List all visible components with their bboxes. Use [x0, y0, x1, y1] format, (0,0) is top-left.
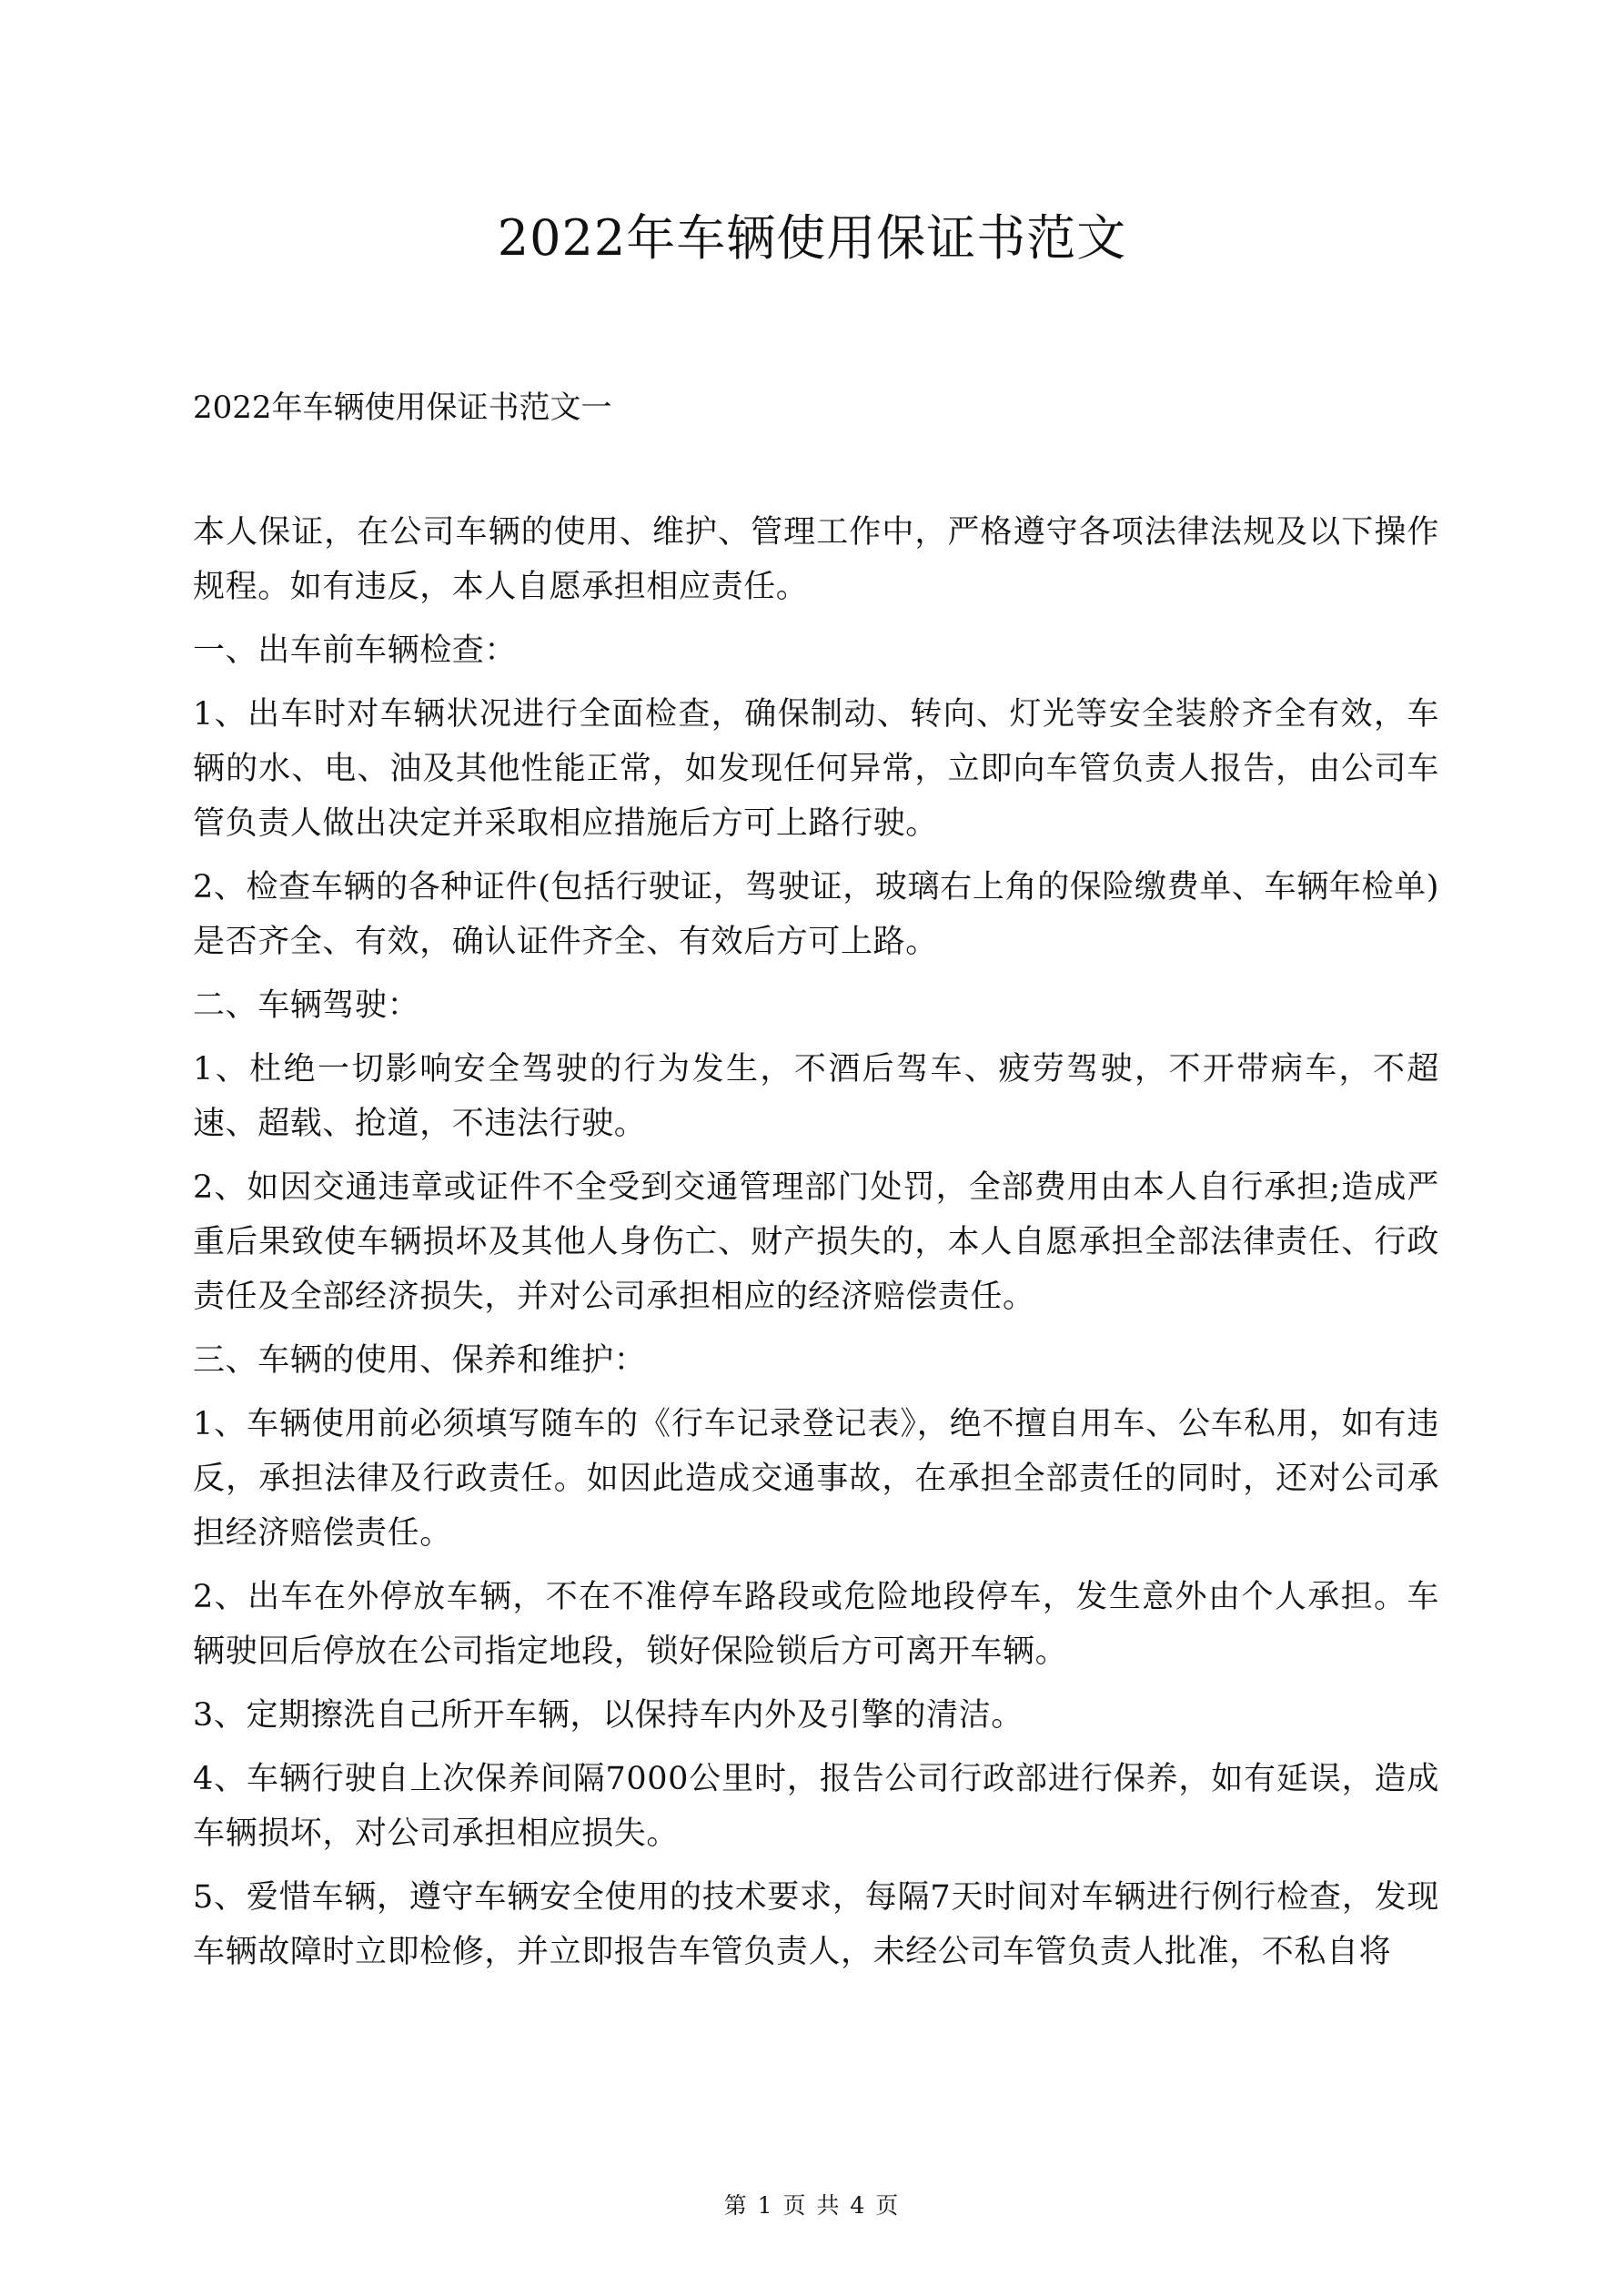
paragraph: 3、定期擦洗自己所开车辆，以保持车内外及引擎的清洁。	[193, 1697, 1024, 1734]
paragraph: 2、如因交通违章或证件不全受到交通管理部门处罚，全部费用由本人自行承担;造成严重后果致使车辆损坏及其他人身伤亡、财产损失的，本人自愿承担全部法律责任、行政责任及全部经济损失，并对公司承担相应的经济赔偿责任。	[193, 1169, 1439, 1315]
paragraph: 5、爱惜车辆，遵守车辆安全使用的技术要求，每隔7天时间对车辆进行例行检查，发现车辆故障时立即检修，并立即报告车管负责人，未经公司车管负责人批准，不私自将	[193, 1879, 1439, 1970]
section-heading: 三、车辆的使用、保养和维护：	[193, 1342, 647, 1379]
paragraph: 1、车辆使用前必须填写随车的《行车记录登记表》，绝不擅自用车、公车私用，如有违反，承担法律及行政责任。如因此造成交通事故，在承担全部责任的同时，还对公司承担经济赔偿责任。	[193, 1406, 1439, 1552]
paragraph: 本人保证，在公司车辆的使用、维护、管理工作中，严格遵守各项法律法规及以下操作规程。如有违反，本人自愿承担相应责任。	[193, 514, 1439, 605]
document-subtitle: 2022年车辆使用保证书范文一	[193, 389, 612, 426]
section-heading: 二、车辆驾驶：	[193, 987, 420, 1024]
paragraph: 1、杜绝一切影响安全驾驶的行为发生，不酒后驾车、疲劳驾驶，不开带病车，不超速、超载、抢道，不违法行驶。	[193, 1051, 1439, 1142]
page-number-footer: 第 1 页 共 4 页	[723, 2192, 901, 2219]
document-title: 2022年车辆使用保证书范文	[497, 209, 1127, 267]
paragraph: 2、出车在外停放车辆，不在不准停车路段或危险地段停车，发生意外由个人承担。车辆驶回后停放在公司指定地段，锁好保险锁后方可离开车辆。	[193, 1579, 1439, 1670]
paragraph: 4、车辆行驶自上次保养间隔7000公里时，报告公司行政部进行保养，如有延误，造成车辆损坏，对公司承担相应损失。	[193, 1761, 1439, 1852]
paragraph: 2、检查车辆的各种证件(包括行驶证，驾驶证，玻璃右上角的保险缴费单、车辆年检单)是否齐全、有效，确认证件齐全、有效后方可上路。	[193, 869, 1439, 960]
document-body	[193, 505, 1439, 1988]
section-heading: 一、出车前车辆检查：	[193, 632, 518, 669]
paragraph: 1、出车时对车辆状况进行全面检查，确保制动、转向、灯光等安全装舲齐全有效，车辆的水、电、油及其他性能正常，如发现任何异常，立即向车管负责人报告，由公司车管负责人做出决定并采取相应措施后方可上路行驶。	[193, 696, 1439, 842]
